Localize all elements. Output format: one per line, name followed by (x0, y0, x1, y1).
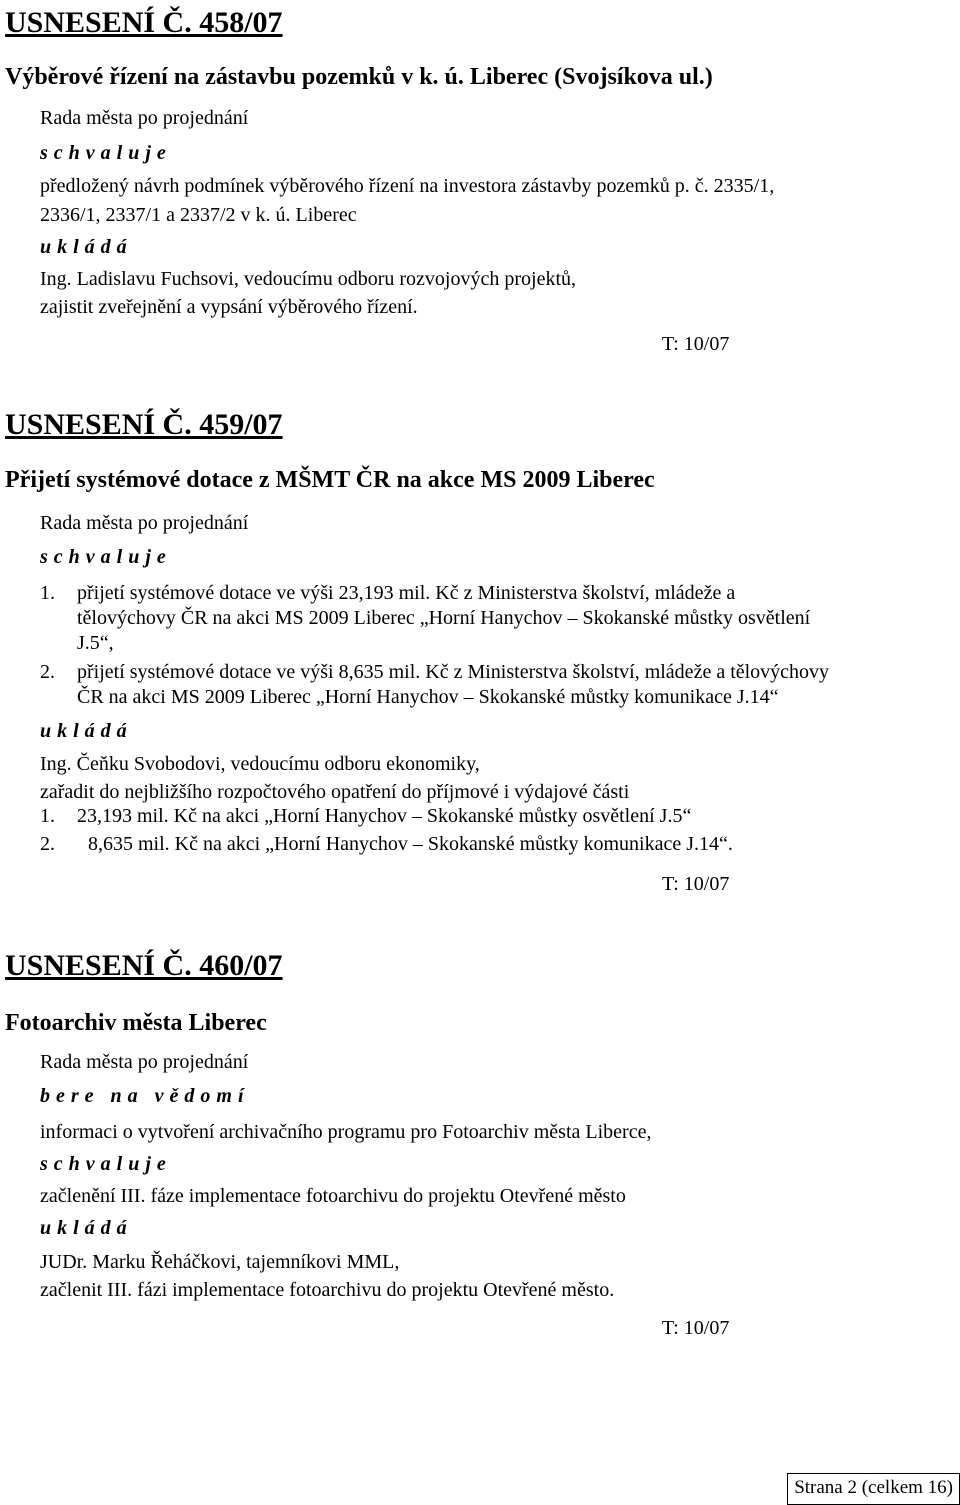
verb-schvaluje: schvaluje (40, 1153, 172, 1175)
deadline: T: 10/07 (662, 873, 730, 895)
resolution-text: začlenění III. fáze implementace fotoarchivu do projektu Otevřené město (40, 1185, 626, 1207)
list-item-text: přijetí systémové dotace ve výši 8,635 mil. Kč z Ministerstva školství, mládeže a tělovýchovy (77, 661, 830, 683)
verb-bere-na-vedomi: bere na vědomí (40, 1085, 250, 1107)
resolution-text: zajistit zveřejnění a vypsání výběrového řízení. (40, 296, 418, 318)
list-item-text: tělovýchovy ČR na akci MS 2009 Liberec „Horní Hanychov – Skokanské můstky osvětlení (77, 607, 811, 629)
intro-text: Rada města po projednání (40, 1051, 249, 1073)
list-item-number: 2. (40, 661, 55, 683)
deadline: T: 10/07 (662, 333, 730, 355)
page-number: Strana 2 (celkem 16) (787, 1473, 960, 1505)
resolution-text: Ing. Čeňku Svobodovi, vedoucímu odboru ekonomiky, (40, 753, 480, 775)
resolution-text: Ing. Ladislavu Fuchsovi, vedoucímu odboru rozvojových projektů, (40, 268, 577, 290)
resolution-title: Fotoarchiv města Liberec (5, 1010, 267, 1036)
resolution-text: 2336/1, 2337/1 a 2337/2 v k. ú. Liberec (40, 204, 357, 226)
list-item-text: 8,635 mil. Kč na akci „Horní Hanychov – Skokanské můstky komunikace J.14“. (88, 833, 733, 855)
intro-text: Rada města po projednání (40, 107, 249, 129)
resolution-text: informaci o vytvoření archivačního programu pro Fotoarchiv města Liberce, (40, 1121, 652, 1143)
resolution-text: předložený návrh podmínek výběrového řízení na investora zástavby pozemků p. č. 2335/1, (40, 175, 775, 197)
resolution-text: JUDr. Marku Řeháčkovi, tajemníkovi MML, (40, 1251, 400, 1273)
resolution-title: Přijetí systémové dotace z MŠMT ČR na akce MS 2009 Liberec (5, 467, 655, 493)
resolution-text: zařadit do nejbližšího rozpočtového opatření do příjmové i výdajové části (40, 781, 630, 803)
resolution-heading: USNESENÍ Č. 460/07 (5, 949, 283, 982)
list-item-number: 2. (40, 833, 55, 855)
list-item-number: 1. (40, 805, 55, 827)
resolution-heading: USNESENÍ Č. 459/07 (5, 408, 283, 441)
resolution-text: začlenit III. fázi implementace fotoarchivu do projektu Otevřené město. (40, 1279, 615, 1301)
verb-uklada: ukládá (40, 1217, 133, 1239)
list-item-text: J.5“, (77, 632, 114, 654)
resolution-title: Výběrové řízení na zástavbu pozemků v k. ú. Liberec (Svojsíkova ul.) (5, 64, 713, 90)
list-item-text: ČR na akci MS 2009 Liberec „Horní Hanychov – Skokanské můstky komunikace J.14“ (77, 686, 779, 708)
deadline: T: 10/07 (662, 1317, 730, 1339)
verb-schvaluje: schvaluje (40, 546, 172, 568)
verb-uklada: ukládá (40, 236, 133, 258)
verb-uklada: ukládá (40, 720, 133, 742)
resolution-heading: USNESENÍ Č. 458/07 (5, 6, 283, 39)
verb-schvaluje: schvaluje (40, 142, 172, 164)
list-item-text: 23,193 mil. Kč na akci „Horní Hanychov – Skokanské můstky osvětlení J.5“ (77, 805, 692, 827)
list-item-number: 1. (40, 582, 55, 604)
intro-text: Rada města po projednání (40, 512, 249, 534)
list-item-text: přijetí systémové dotace ve výši 23,193 mil. Kč z Ministerstva školství, mládeže a (77, 582, 736, 604)
